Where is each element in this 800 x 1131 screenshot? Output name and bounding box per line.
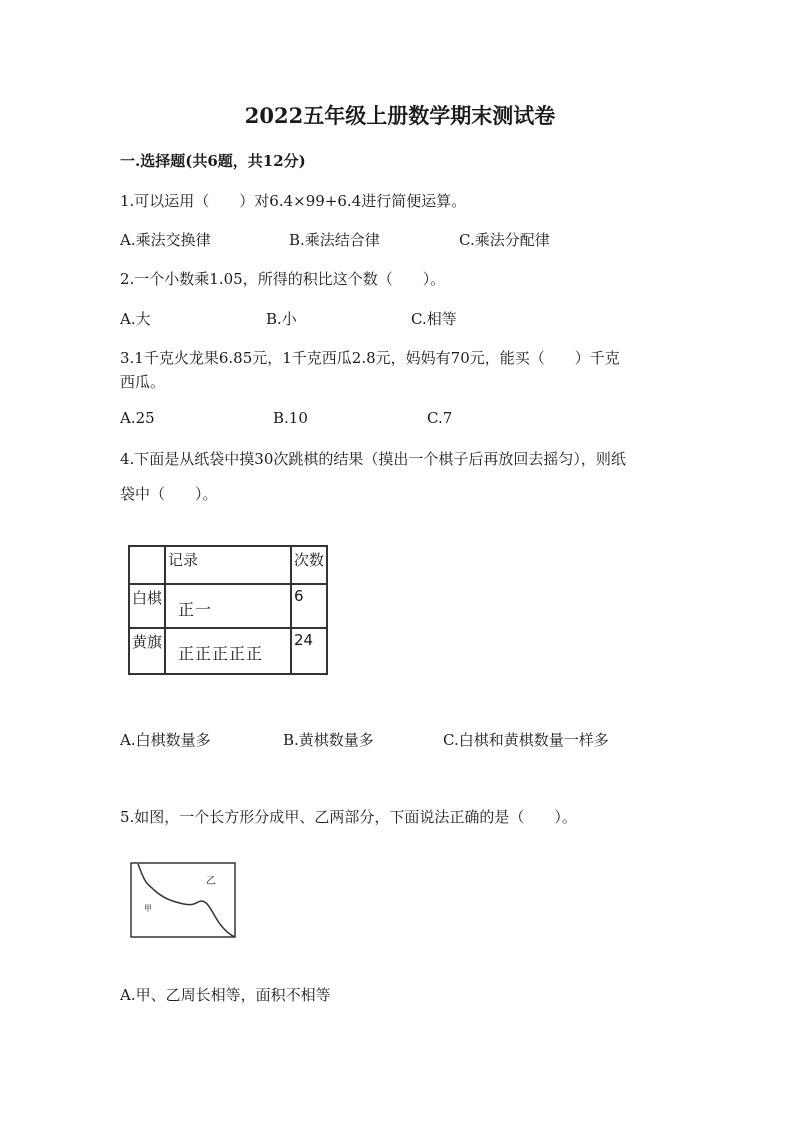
- question-3-option-c: C.7: [427, 409, 453, 427]
- rectangle-figure: [130, 862, 236, 938]
- region-label-jia: 甲: [144, 904, 152, 913]
- tally-cell-yellow: [165, 628, 291, 674]
- row-label-white: 白棋: [129, 584, 165, 628]
- question-4-option-b: B.黄棋数量多: [283, 731, 374, 749]
- count-white: 6: [291, 584, 327, 628]
- page-title: 2022五年级上册数学期末测试卷: [244, 103, 556, 128]
- table-header-count: 次数: [291, 546, 327, 584]
- question-3-option-a: A.25: [120, 409, 155, 427]
- question-4-text-line1: 4.下面是从纸袋中摸30次跳棋的结果（摸出一个棋子后再放回去摇匀），则纸: [120, 450, 626, 468]
- tally-cell-white: [165, 584, 291, 628]
- tally-marks-white: 正一: [178, 600, 213, 619]
- question-1-text: 1.可以运用（ ）对6.4×99+6.4进行简便运算。: [120, 192, 467, 210]
- tally-marks-yellow: 正正正正正: [178, 644, 264, 663]
- dividing-curve: [138, 864, 235, 937]
- table-header-row: [129, 546, 327, 584]
- section-heading: 一.选择题(共6题，共12分): [120, 152, 306, 170]
- question-4-text-line2: 袋中（ ）。: [120, 485, 218, 503]
- question-4-option-c: C.白棋和黄棋数量一样多: [443, 731, 609, 749]
- question-4-option-a: A.白棋数量多: [120, 731, 211, 749]
- question-2-text: 2.一个小数乘1.05，所得的积比这个数（ ）。: [120, 270, 446, 288]
- question-5-option-a: A.甲、乙周长相等，面积不相等: [120, 986, 331, 1004]
- question-1-option-c: C.乘法分配律: [459, 231, 550, 249]
- question-3-option-b: B.10: [273, 409, 308, 427]
- row-label-yellow: 黄旗: [129, 628, 165, 674]
- question-3-text-line2: 西瓜。: [120, 373, 166, 391]
- question-2-option-c: C.相等: [411, 310, 457, 328]
- question-1-option-a: A.乘法交换律: [120, 231, 211, 249]
- question-2-option-b: B.小: [266, 310, 297, 328]
- tally-table: [128, 545, 328, 675]
- table-row: [129, 628, 327, 674]
- rectangle-outline: [131, 863, 235, 937]
- question-1-option-b: B.乘法结合律: [289, 231, 380, 249]
- table-header-cell-empty: [129, 546, 165, 584]
- question-2-option-a: A.大: [120, 310, 151, 328]
- table-header-record: 记录: [165, 546, 291, 584]
- question-3-text-line1: 3.1千克火龙果6.85元，1千克西瓜2.8元，妈妈有70元，能买（ ）千克: [120, 349, 620, 367]
- question-5-text: 5.如图，一个长方形分成甲、乙两部分，下面说法正确的是（ ）。: [120, 808, 577, 826]
- table-row: [129, 584, 327, 628]
- region-label-yi: 乙: [206, 876, 216, 887]
- count-yellow: 24: [291, 628, 327, 674]
